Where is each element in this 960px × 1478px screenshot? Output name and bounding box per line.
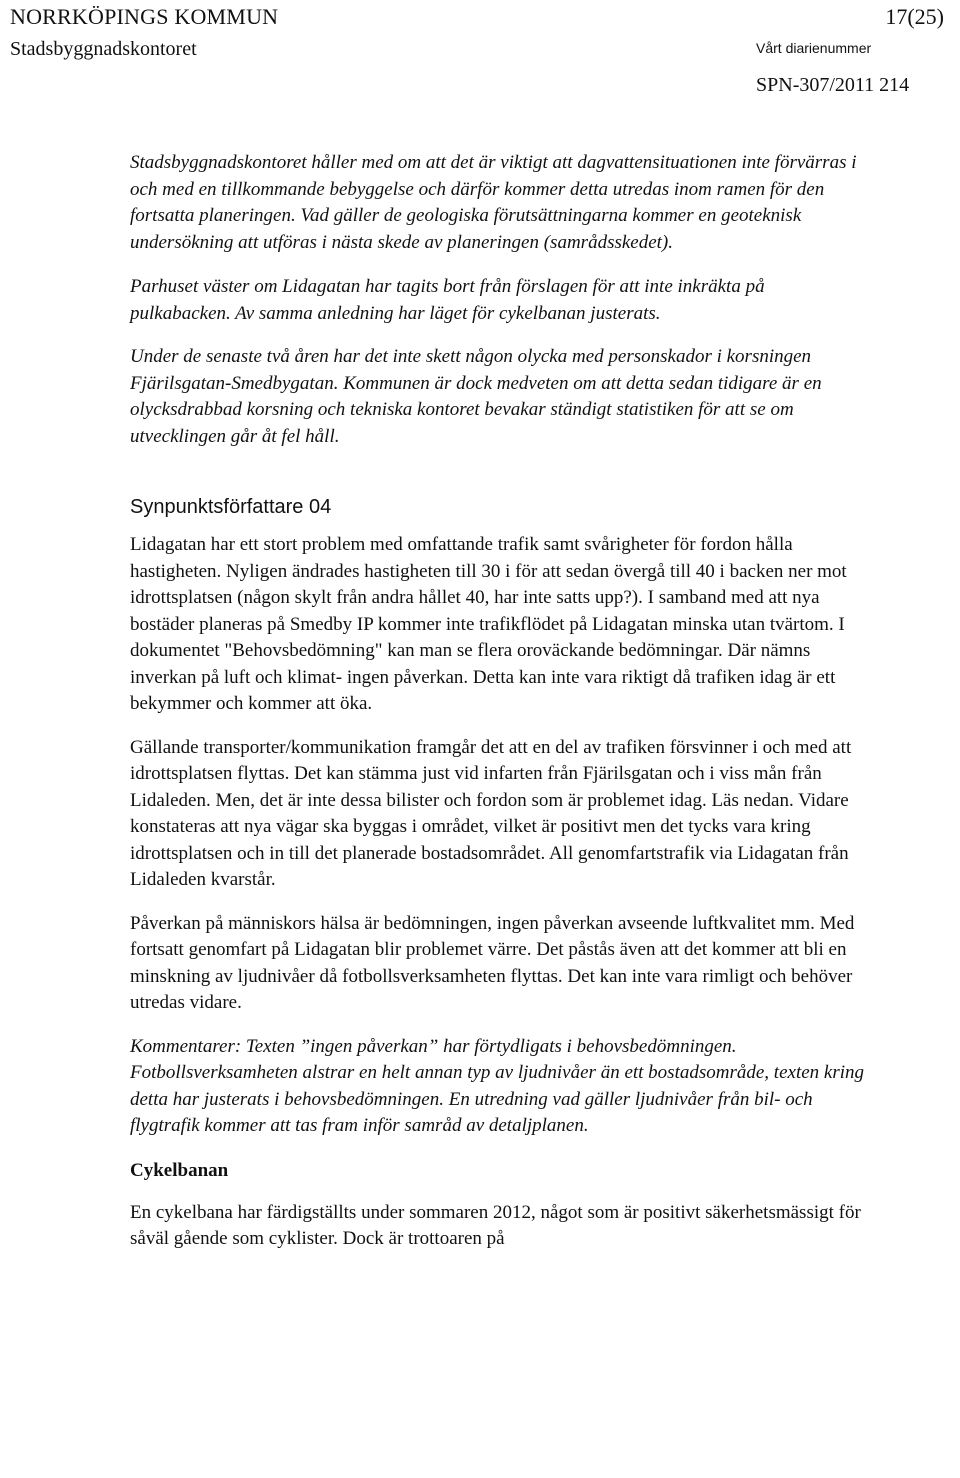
office-name: Stadsbyggnadskontoret — [10, 38, 197, 60]
section-heading-04: Synpunktsförfattare 04 — [130, 496, 332, 518]
opinion-paragraph-3: Påverkan på människors hälsa är bedömningen, ingen påverkan avseende luftkvalitet mm. Med fortsatt genomfart på Lidagatan blir problemet värre. Det påstås även att det kommer att bli en minskning av ljudnivåer då fotbollsverksamheten flyttas. Det kan inte vara rimligt och behöver utredas vidare. — [130, 912, 855, 1013]
comment-paragraph-4: Kommentarer: Texten ”ingen påverkan” har förtydligats i behovsbedömningen. Fotbollsverksamheten alstrar en helt annan typ av ljudnivåer än ett bostadsområde, texten kring detta har justerats i behovsbedömningen. En utredning vad gäller ljudnivåer från bil- och flygtrafik kommer att tas fram inför samråd av detaljplanen. — [130, 1035, 865, 1136]
page-number: 17(25) — [885, 4, 944, 29]
diarie-number: SPN-307/2011 214 — [756, 74, 910, 96]
subheading-cykelbanan: Cykelbanan — [130, 1159, 229, 1181]
comment-paragraph-1: Stadsbyggnadskontoret håller med om att det är viktigt att dagvattensituationen inte förvärras i och med en tillkommande bebyggelse och därför kommer detta utredas inom ramen för den fortsatta planeringen. Vad gäller de geologiska förutsättningarna kommer en geoteknisk undersökning att utföras i nästa skede av planeringen (samrådsskedet). — [130, 152, 857, 253]
municipality-name: NORRKÖPINGS KOMMUN — [10, 4, 279, 29]
opinion-paragraph-1: Lidagatan har ett stort problem med omfattande trafik samt svårigheter för fordon hålla hastigheten. Nyligen ändrades hastigheten till 30 i för att sedan övergå till 40 i backen ner mot idrottsplatsen (någon skylt från andra hållet 40, har inte satts upp?). I samband med att nya bostäder planeras på Smedby IP kommer inte trafikflödet på Lidagatan minska utan tvärtom. I dokumentet "Behovsbedömning" kan man se flera oroväckande bedömningar. Där nämns inverkan på luft och klimat- ingen påverkan. Detta kan inte vara riktigt då trafiken idag är ett bekymmer och kommer att öka. — [130, 534, 847, 714]
document-body — [130, 150, 870, 1253]
cykelbanan-paragraph: En cykelbana har färdigställts under sommaren 2012, något som är positivt säkerhetsmässigt för såväl gående som cyklister. Dock är trottoaren på — [130, 1201, 861, 1249]
diarie-label: Vårt diarienummer — [756, 40, 872, 56]
comment-paragraph-3: Under de senaste två åren har det inte skett någon olycka med personskador i korsningen Fjärilsgatan-Smedbygatan. Kommunen är dock medveten om att detta sedan tidigare är en olycksdrabbad korsning och tekniska kontoret bevakar ständigt statistiken för att se om utvecklingen går åt fel håll. — [130, 346, 822, 447]
comment-paragraph-2: Parhuset väster om Lidagatan har tagits bort från förslagen för att inte inkräkta på pulkabacken. Av samma anledning har läget för cykelbanan justerats. — [130, 276, 765, 324]
opinion-paragraph-2: Gällande transporter/kommunikation framgår det att en del av trafiken försvinner i och med att idrottsplatsen flyttas. Det kan stämma just vid infarten från Fjärilsgatan och i viss mån från Lidaleden. Men, det är inte dessa bilister och fordon som är problemet idag. Läs nedan. Vidare konstateras att nya vägar ska byggas i området, vilket är positivt men det tycks vara kring idrottsplatsen och in till det planerade bostadsområdet. All genomfartstrafik via Lidagatan från Lidaleden kvarstår. — [130, 736, 852, 890]
